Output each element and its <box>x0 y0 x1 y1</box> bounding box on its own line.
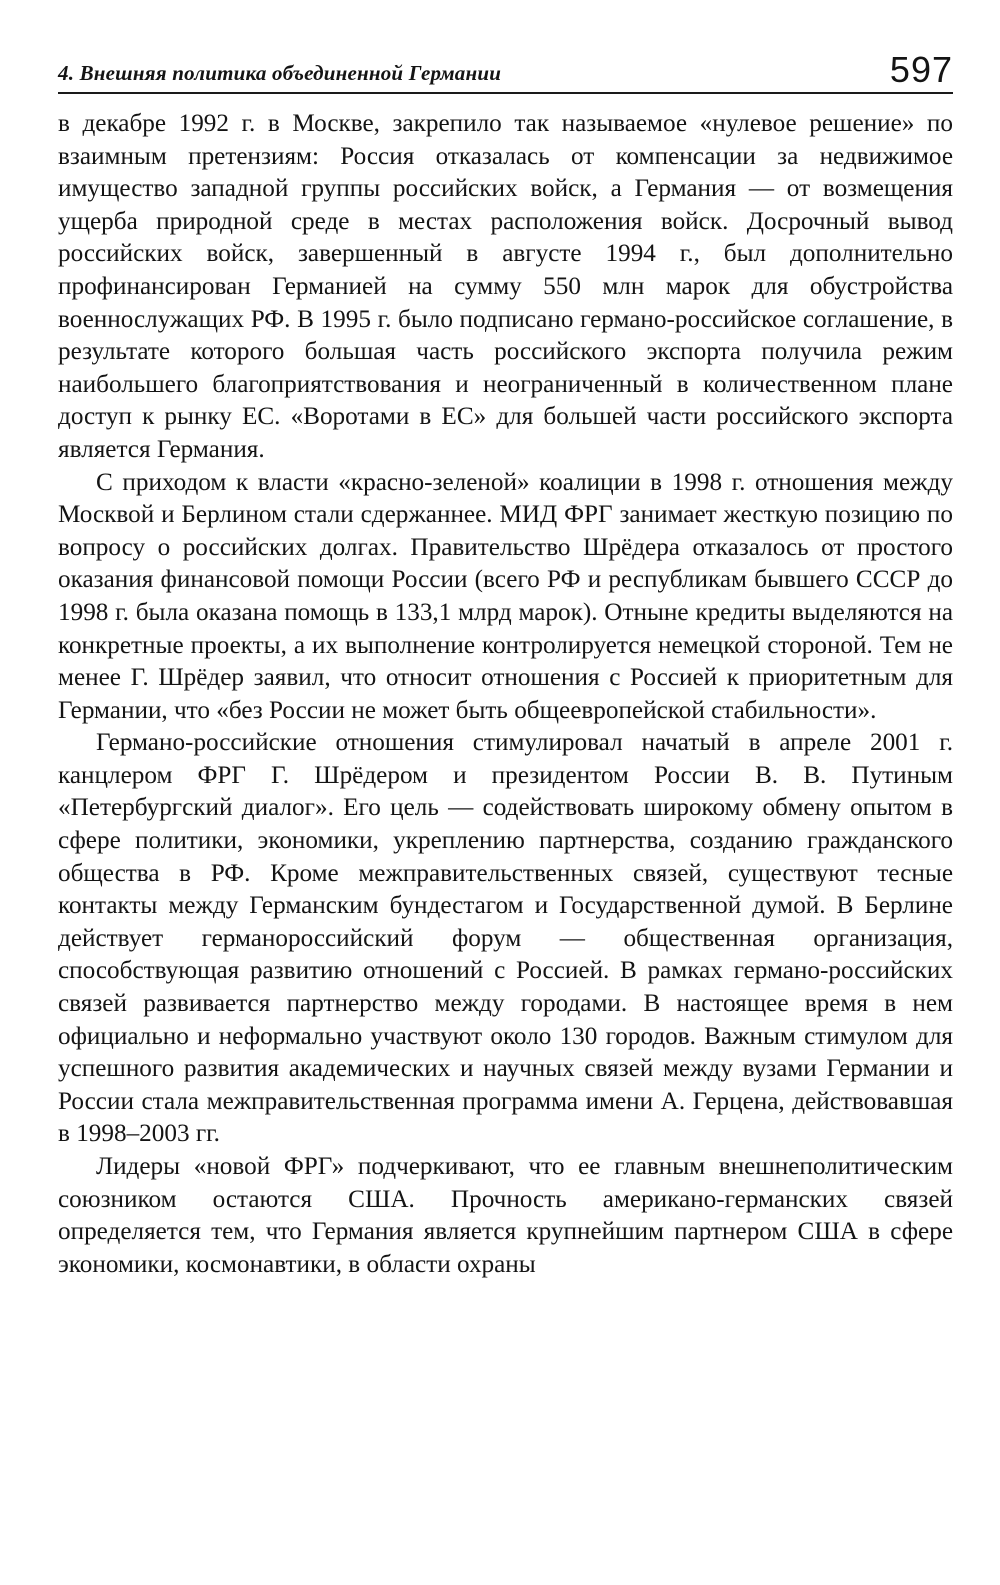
page-number: 597 <box>889 49 953 90</box>
paragraph-2: С приходом к власти «красно-зеленой» коалиции в 1998 г. отношения между Москвой и Берлином стали сдержаннее. МИД ФРГ занимает жесткую позицию по вопросу о российских долгах. Правительство Шрёдера отказалось от простого оказания финансовой помощи России (всего РФ и республикам бывшего СССР до 1998 г. была оказана помощь в 133,1 млрд марок). Отныне кредиты выделяются на конкретные проекты, а их выполнение контролируется немецкой стороной. Тем не менее Г. Шрёдер заявил, что относит отношения с Россией к приоритетным для Германии, что «без России не может быть общеевропейской стабильности». <box>58 468 953 724</box>
body-text <box>58 108 953 1281</box>
running-header <box>58 40 953 94</box>
paragraph-1: в декабре 1992 г. в Москве, закрепило так называемое «нулевое решение» по взаимным претензиям: Россия отказалась от компенсации за недвижимое имущество западной группы российских войск, а Германия — от возмещения ущерба природной среде в местах расположения войск. Досрочный вывод российских войск, завершенный в августе 1994 г., был дополнительно профинансирован Германией на сумму 550 млн марок для обустройства военнослужащих РФ. В 1995 г. было подписано германо-российское соглашение, в результате которого большая часть российского экспорта получила режим наибольшего благоприятствования и неограниченный в количественном плане доступ к рынку ЕС. «Воротами в ЕС» для большей части российского экспорта является Германия. <box>58 110 953 463</box>
paragraph-4: Лидеры «новой ФРГ» подчеркивают, что ее главным внешнеполитическим союзником остаются США. Прочность американо-германских связей определяется тем, что Германия является крупнейшим партнером США в сфере экономики, космонавтики, в области охраны <box>58 1153 953 1278</box>
paragraph-3: Германо-российские отношения стимулировал начатый в апреле 2001 г. канцлером ФРГ Г. Шрёдером и президентом России В. В. Путиным «Петербургский диалог». Его цель — содействовать широкому обмену опытом в сфере политики, экономики, укреплению партнерства, созданию гражданского общества в РФ. Кроме межправительственных связей, существуют тесные контакты между Германским бундестагом и Государственной думой. В Берлине действует германороссийский форум — общественная организация, способствующая развитию отношений с Россией. В рамках германо-российских связей развивается партнерство между городами. В настоящее время в нем официально и неформально участвуют около 130 городов. Важным стимулом для успешного развития академических и научных связей между вузами Германии и России стала межправительственная программа имени А. Герцена, действовавшая в 1998–2003 гг. <box>58 729 953 1148</box>
running-title: 4. Внешняя политика объединенной Германии <box>58 61 502 85</box>
book-page <box>58 40 953 1281</box>
